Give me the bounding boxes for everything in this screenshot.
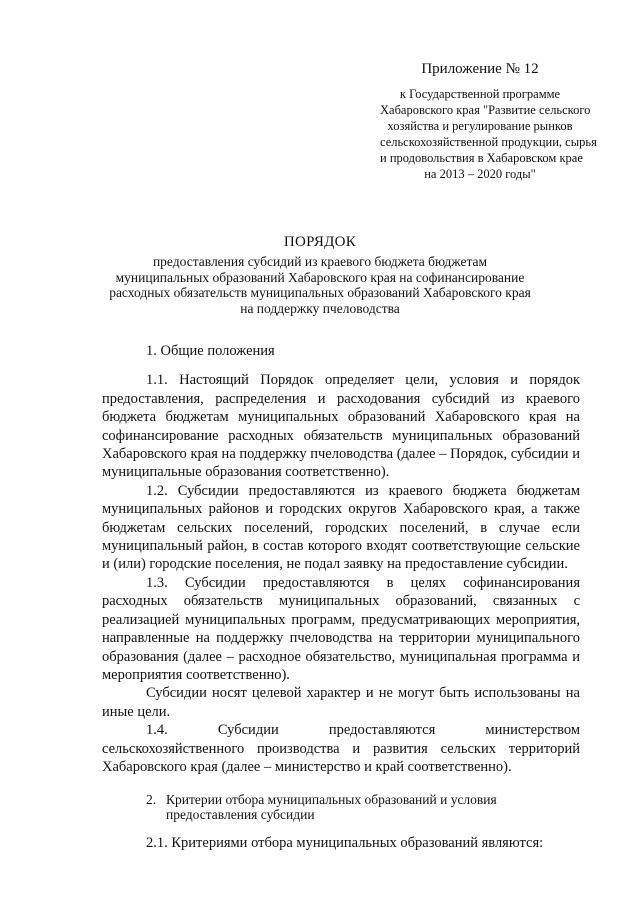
paragraph-1-4: 1.4. Субсидии предоставляются министерством сельскохозяйственного производства и развития сельских территорий Хабаровского края (далее – министерство и край соответственно).: [102, 722, 580, 775]
appendix-line: Хабаровского края "Развитие сельского: [380, 103, 591, 117]
section-2-number: 2.: [146, 792, 157, 808]
subtitle-line: муниципальных образований Хабаровского края на софинансирование: [115, 269, 525, 285]
paragraph-1-3: 1.3. Субсидии предоставляются в целях софинансирования расходных обязательств муниципальных образований, связанных с реализацией муниципальных программ, предусматривающих мероприятия, направленные на поддержку пчеловодства на территории муниципального образования (далее – расходное обязательство, муниципальная программа и мероприятия соответственно).: [102, 574, 580, 683]
appendix-line: сельскохозяйственной продукции, сырья: [380, 135, 597, 149]
appendix-block: [380, 61, 597, 182]
document-title: ПОРЯДОК: [283, 234, 357, 250]
section-2-heading: [146, 792, 580, 822]
paragraph-1-1: 1.1. Настоящий Порядок определяет цели, условия и порядок предоставления, распределения и расходования субсидий из краевого бюджета бюджетам муниципальных образований Хабаровского края на софинансирование расходных обязательств муниципальных образований Хабаровского края на поддержку пчеловодства (далее – Порядок, субсидии и муниципальные образования соответственно).: [102, 372, 580, 481]
appendix-line: хозяйства и регулирование рынков: [387, 119, 573, 133]
paragraph-1-3-note: Субсидии носят целевой характер и не могут быть использованы на иные цели.: [102, 685, 580, 720]
subtitle-line: предоставления субсидий из краевого бюджета бюджетам: [152, 254, 488, 269]
appendix-title: Приложение № 12: [421, 61, 539, 77]
document-body: [102, 342, 580, 853]
paragraph-1-2: 1.2. Субсидии предоставляются из краевого бюджета бюджетам муниципальных районов и городских округов Хабаровского края, а также бюджетам сельских поселений, городских поселений, в случае если муниципальный район, в состав которого входят соответствующие сельские и (или) городские поселения, не подал заявку на предоставление субсидии.: [102, 482, 580, 573]
appendix-line: на 2013 – 2020 годы": [424, 167, 536, 181]
appendix-line: к Государственной программе: [399, 87, 561, 101]
section-2-title: Критерии отбора муниципальных образований и условия предоставления субсидии: [166, 792, 497, 823]
document-subtitle: [80, 254, 560, 316]
paragraph-2-1: 2.1. Критериями отбора муниципальных образований являются:: [146, 835, 544, 852]
appendix-line: и продовольствия в Хабаровском крае: [380, 151, 583, 165]
section-1-heading: 1. Общие положения: [146, 343, 275, 359]
subtitle-line: на поддержку пчеловодства: [240, 300, 400, 316]
subtitle-line: расходных обязательств муниципальных образований Хабаровского края: [109, 285, 531, 300]
